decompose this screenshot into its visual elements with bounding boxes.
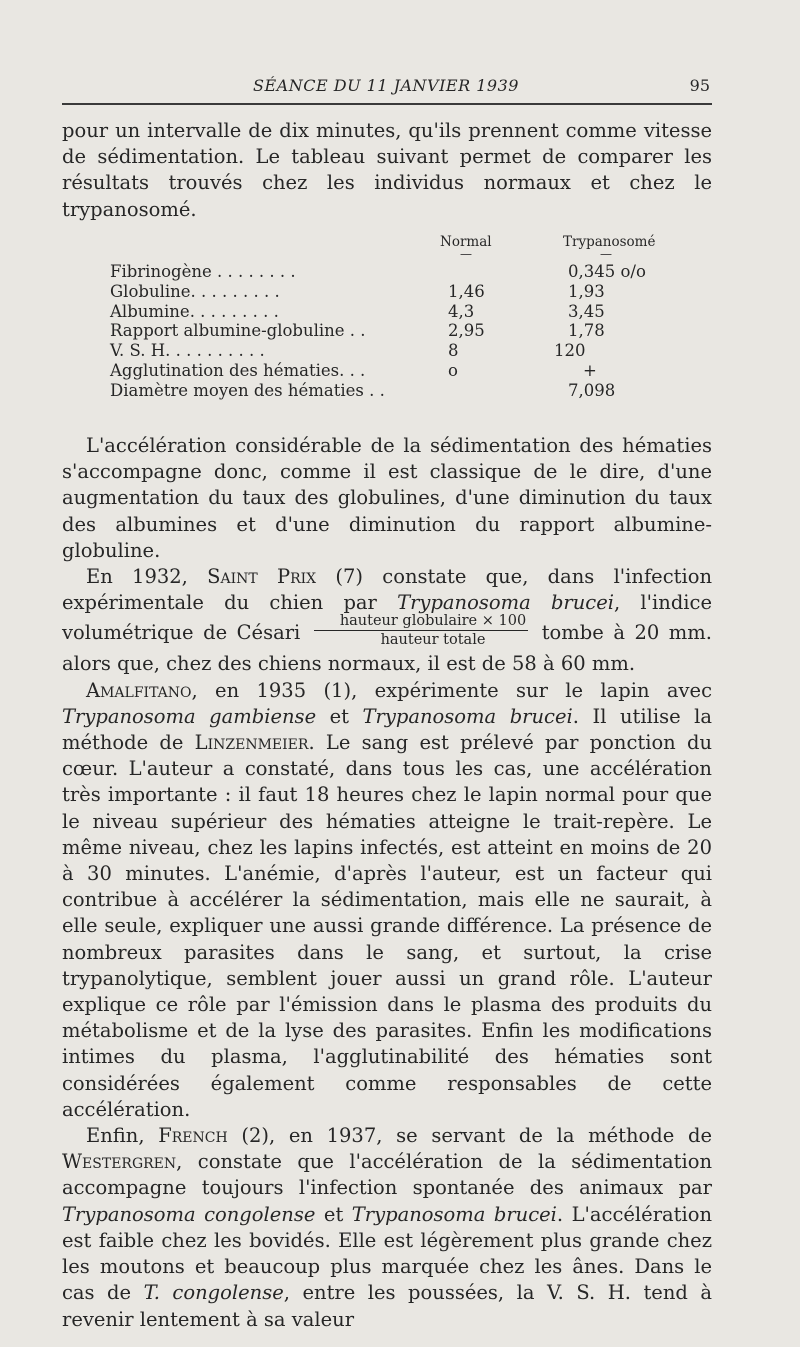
running-title: SÉANCE DU 11 JANVIER 1939 xyxy=(253,76,519,95)
table-row xyxy=(110,321,690,341)
value-trypanosome: 1,78 xyxy=(568,321,605,341)
species-name: Trypanosoma brucei xyxy=(351,1202,557,1226)
species-name: Trypanosoma brucei xyxy=(397,591,615,615)
table-row xyxy=(110,302,690,322)
fraction-numerator: hauteur globulaire × 100 xyxy=(314,613,528,631)
table-row xyxy=(110,381,690,401)
paragraph-4: Amalfitano, en 1935 (1), expérimente sur le lapin avec Trypanosoma gambiense et Trypanosoma brucei. Il utilise la méthode de Linzenmeier. Le sang est prélevé par ponction du cœur. L'auteur a constaté, dans tous les cas, une accélération très importante : il faut 18 heures chez le lapin normal pour que le niveau supérieur des hématies atteigne le trait-repère. Le même niveau, chez les lapins infectés, est atteint en moins de 20 à 30 minutes. L'anémie, d'après l'auteur, est un facteur qui contribue à accélérer la sédimentation, mais elle ne saurait, à elle seule, expliquer une aussi grande différence. La présence de nombreux parasites dans le sang, et surtout, la crise trypanolytique, semblent jouer aussi un grand rôle. L'auteur explique ce rôle par l'émission dans le plasma des produits du métabolisme et de la lyse des parasites. Enfin les modifications intimes du plasma, l'agglutinabilité des hématies sont considérées également comme responsables de cette accélération. xyxy=(62,678,713,1121)
fraction-denominator: hauteur totale xyxy=(380,632,486,649)
paragraph-2: L'accélération considérable de la sédimentation des hématies s'accompagne donc, comme il est classique de le dire, d'une augmentation du taux des globulines, d'une diminution du taux des albumines et d'une diminution du rapport albumine-globuline. xyxy=(62,434,712,562)
running-header xyxy=(62,76,710,100)
table-row xyxy=(110,361,690,381)
paragraph-3: En 1932, Saint Prix (7) constate que, dans l'infection expérimentale du chien par Trypanosoma brucei, l'indice volumétrique de Césari $\frac{\text{hauteur globulaire × 100}}{\text{hauteur totale}}$ tombe à 20 mm. alors que, chez des chiens normaux, il est de 58 à 60 mm. xyxy=(62,565,713,676)
row-label: V. S. H. . . . . . . . . . xyxy=(110,341,265,361)
header-rule xyxy=(62,103,712,105)
row-label: Diamètre moyen des hématies . . xyxy=(110,380,385,400)
value-normal: 1,46 xyxy=(448,281,485,301)
column-header-trypanosome: Trypanosomé xyxy=(563,234,656,250)
column-dash-normal: — xyxy=(460,247,472,261)
volumetric-index-fraction xyxy=(314,613,528,648)
paragraph-5: Enfin, French (2), en 1937, se servant de la méthode de Westergren, constate que l'accélération de la sédimentation accompagne toujours l'infection spontanée des animaux par Trypanosoma congolense et Trypanosoma brucei. L'accélération est faible chez les bovidés. Elle est légèrement plus grande chez les moutons et beaucoup plus marquée chez les ânes. Dans le cas de T. congolense, entre les poussées, la V. S. H. tend à revenir lentement à sa valeur xyxy=(62,1124,713,1331)
table-row xyxy=(110,341,690,361)
value-trypanosome: 7,098 xyxy=(568,380,616,400)
column-header-normal: Normal xyxy=(440,234,492,250)
body-text xyxy=(62,433,712,1333)
author-name: Westergren xyxy=(62,1150,177,1174)
table-row xyxy=(110,262,690,282)
page-number: 95 xyxy=(689,76,710,95)
value-normal: 8 xyxy=(448,341,459,361)
row-label: Agglutination des hématies. . . xyxy=(110,360,366,380)
value-trypanosome: + xyxy=(583,360,597,380)
value-normal: 2,95 xyxy=(448,321,485,341)
value-trypanosome: 3,45 xyxy=(568,301,605,321)
value-trypanosome: 0,345 o/o xyxy=(568,262,646,281)
species-name: Trypanosoma brucei xyxy=(362,704,573,728)
author-name: Saint Prix xyxy=(207,565,317,589)
comparison-table xyxy=(110,232,690,401)
table-row xyxy=(110,282,690,302)
species-name: T. congolense xyxy=(143,1281,284,1305)
table-header xyxy=(110,232,690,262)
row-label: Albumine. . . . . . . . . xyxy=(110,301,279,321)
row-label: Rapport albumine-globuline . . xyxy=(110,321,366,341)
species-name: Trypanosoma gambiense xyxy=(62,704,317,728)
intro-paragraph xyxy=(62,118,712,223)
paragraph-1: pour un intervalle de dix minutes, qu'ils prennent comme vitesse de sédimentation. Le tableau suivant permet de comparer les résultats trouvés chez les individus normaux et chez le trypanosomé. xyxy=(62,119,712,221)
author-name: French xyxy=(158,1124,228,1148)
species-name: Trypanosoma congolense xyxy=(62,1202,316,1226)
row-label: Fibrinogène . . . . . . . . xyxy=(110,262,296,281)
column-dash-trypanosome: — xyxy=(600,247,612,261)
value-trypanosome: 120 xyxy=(554,341,586,361)
value-normal: o xyxy=(448,360,458,380)
value-normal: 4,3 xyxy=(448,301,475,321)
row-label: Globuline. . . . . . . . . xyxy=(110,281,280,301)
author-name: Linzenmeier xyxy=(194,731,309,755)
author-name: Amalfitano xyxy=(86,678,192,702)
value-trypanosome: 1,93 xyxy=(568,281,605,301)
